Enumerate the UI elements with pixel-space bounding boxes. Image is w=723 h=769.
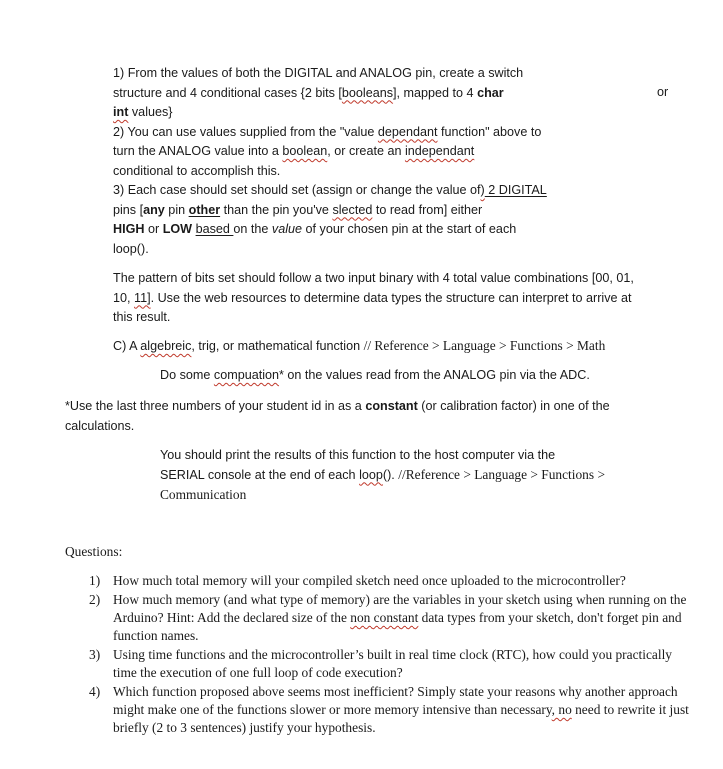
instruction-2-line-3: conditional to accomplish this. bbox=[113, 163, 281, 178]
serial-print-instruction bbox=[160, 446, 680, 504]
student-id-note bbox=[65, 397, 685, 436]
word-low: LOW bbox=[162, 222, 193, 236]
word-independant: independant bbox=[404, 144, 475, 158]
word-other: other bbox=[188, 202, 221, 217]
or-label: or bbox=[657, 85, 669, 99]
word-slected: slected bbox=[332, 202, 373, 217]
word-constant: constant bbox=[365, 399, 418, 413]
phrase-non-constant: non constant bbox=[350, 610, 419, 625]
word-loop: loop bbox=[359, 467, 383, 482]
question-4 bbox=[89, 683, 689, 737]
questions-list bbox=[89, 572, 689, 737]
instruction-3-line-1: 3) Each case should set should set (assign or change the value of) 2 DIGITAL bbox=[113, 183, 547, 197]
word-booleans: booleans bbox=[341, 85, 394, 100]
word-any: any bbox=[143, 202, 165, 217]
instruction-1-line-1: 1) From the values of both the DIGITAL and ANALOG pin, create a switch bbox=[113, 66, 524, 80]
student-id-note-line-2: calculations. bbox=[65, 418, 135, 433]
bit-pattern-line-3: this result. bbox=[113, 310, 171, 324]
word-based: based bbox=[195, 222, 234, 236]
bit-pattern-line-2: 10, 11]. Use the web resources to determine data types the structure can interpret to arrive at bbox=[113, 290, 632, 305]
word-boolean: boolean bbox=[282, 144, 328, 158]
bit-pattern-paragraph bbox=[113, 269, 693, 328]
phrase-no: , no bbox=[551, 702, 572, 717]
question-number: 2) bbox=[89, 592, 101, 607]
bit-pattern-line-1: The pattern of bits set should follow a two input binary with 4 total value combinations [00, 01, bbox=[113, 271, 634, 285]
serial-line-2: SERIAL console at the end of each loop(). //Reference > Language > Functions > bbox=[160, 466, 605, 482]
computation-instruction: Do some compuation* on the values read from the ANALOG pin via the ADC. bbox=[160, 368, 590, 382]
questions-heading: Questions: bbox=[65, 544, 123, 559]
instruction-1-line-3: int values} bbox=[113, 105, 173, 119]
student-id-note-line-1: *Use the last three numbers of your student id in as a constant (or calibration factor) in one of the bbox=[65, 399, 610, 413]
question-3 bbox=[89, 646, 689, 682]
task-c-heading: C) A algebreic, trig, or mathematical function // Reference > Language > Functions > Math bbox=[113, 338, 606, 353]
instruction-3-line-4: loop(). bbox=[113, 241, 149, 256]
instruction-3-line-2: pins [any pin other than the pin you've slected to read from] either bbox=[113, 202, 483, 217]
word-algebreic: algebreic bbox=[140, 339, 192, 353]
question-1 bbox=[89, 572, 689, 590]
serial-line-3: Communication bbox=[160, 487, 247, 502]
question-number: 4) bbox=[89, 684, 101, 699]
word-compuation: compuation bbox=[213, 368, 280, 382]
instruction-3-line-3: HIGH or LOW based on the value of your chosen pin at the start of each bbox=[113, 222, 517, 236]
word-int: int bbox=[113, 105, 129, 119]
question-number: 3) bbox=[89, 647, 101, 662]
word-char: char bbox=[477, 85, 504, 100]
serial-line-1: You should print the results of this function to the host computer via the bbox=[160, 448, 556, 462]
word-value: value bbox=[271, 222, 303, 236]
question-number: 1) bbox=[89, 573, 101, 588]
question-text: Which function proposed above seems most inefficient? Simply state your reasons why another approach might make one of the functions slower or more memory intensive than necessary, no need to rewrite it just briefly (2 to 3 sentences) justify your hypothesis. bbox=[113, 684, 689, 735]
question-text: How much memory (and what type of memory) are the variables in your sketch using when running on the Arduino? Hint: Add the declared size of the non constant data types from your sketch, don't forget pin and function names. bbox=[113, 592, 687, 643]
reference-path-communication: //Reference > Language > Functions > bbox=[398, 466, 605, 482]
word-dependant: dependant bbox=[377, 124, 438, 139]
question-text: How much total memory will your compiled sketch need once uploaded to the microcontroller? bbox=[113, 573, 626, 588]
instructions-block bbox=[113, 64, 583, 259]
instruction-2-line-2: turn the ANALOG value into a boolean, or create an independant bbox=[113, 144, 475, 158]
reference-path-math: // Reference > Language > Functions > Math bbox=[363, 338, 606, 353]
question-2 bbox=[89, 591, 689, 645]
word-high: HIGH bbox=[113, 222, 145, 236]
instruction-1-line-2: structure and 4 conditional cases {2 bits [booleans], mapped to 4 char bbox=[113, 85, 504, 100]
question-text: Using time functions and the microcontroller’s built in real time clock (RTC), how could you practically time the execution of one full loop of code execution? bbox=[113, 647, 672, 680]
instruction-2-line-1: 2) You can use values supplied from the "value dependant function" above to bbox=[113, 124, 542, 139]
